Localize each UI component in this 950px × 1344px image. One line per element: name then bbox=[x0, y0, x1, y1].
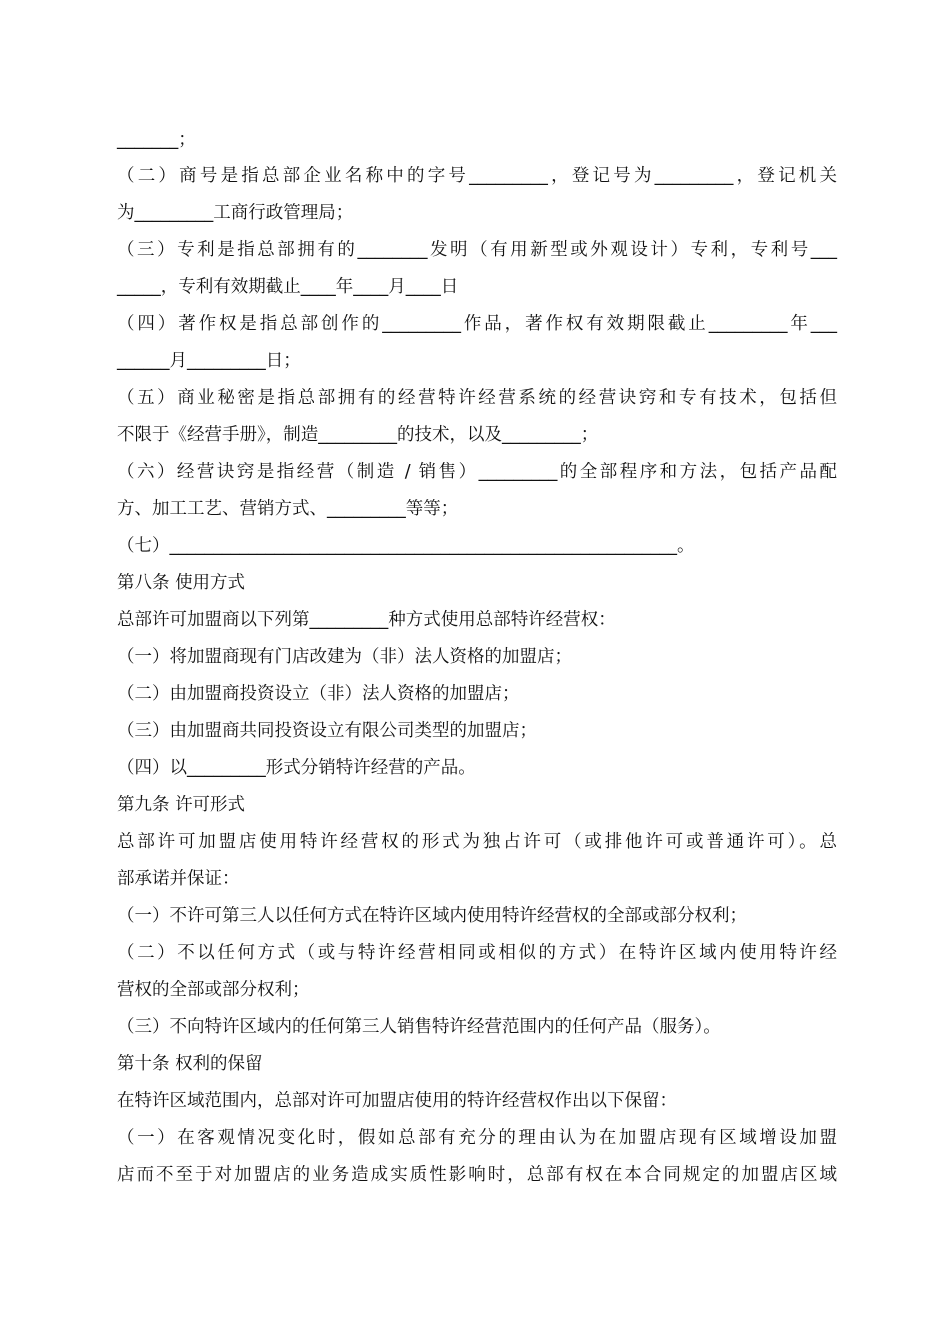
text-line: （二）不以任何方式（或与特许经营相同或相似的方式）在特许区域内使用特许经 bbox=[117, 943, 837, 963]
text-line: （五）商业秘密是指总部拥有的经营特许经营系统的经营诀窍和专有技术，包括但 bbox=[117, 388, 837, 408]
text-line: （七）__________________________________________________________。 bbox=[117, 536, 695, 556]
text-line: （三）由加盟商共同投资设立有限公司类型的加盟店； bbox=[117, 721, 537, 741]
text-line: （四）著作权是指总部创作的_________作品，著作权有效期限截止_________年___ bbox=[117, 314, 837, 334]
text-line: 在特许区域范围内，总部对许可加盟店使用的特许经营权作出以下保留： bbox=[117, 1091, 677, 1111]
text-line: 不限于《经营手册》，制造_________的技术，以及_________； bbox=[117, 425, 599, 445]
article-heading: 第十条 权利的保留 bbox=[117, 1054, 263, 1074]
text-line: （六）经营诀窍是指经营（制造 / 销售）_________的全部程序和方法，包括产品配 bbox=[117, 462, 837, 482]
text-line: _______； bbox=[117, 130, 196, 150]
text-line: （一）将加盟商现有门店改建为（非）法人资格的加盟店； bbox=[117, 647, 572, 667]
text-line: （一）不许可第三人以任何方式在特许区域内使用特许经营权的全部或部分权利； bbox=[117, 906, 747, 926]
text-line: _____，专利有效期截止____年____月____日 bbox=[117, 277, 459, 297]
text-line: ______月_________日； bbox=[117, 351, 301, 371]
article-heading: 第八条 使用方式 bbox=[117, 573, 246, 593]
text-line: 总部许可加盟店使用特许经营权的形式为独占许可（或排他许可或普通许可）。总 bbox=[117, 832, 837, 852]
text-line: （三）不向特许区域内的任何第三人销售特许经营范围内的任何产品（服务）。 bbox=[117, 1017, 721, 1037]
text-line: （三）专利是指总部拥有的________发明（有用新型或外观设计）专利，专利号___ bbox=[117, 240, 837, 260]
text-line: （四）以_________形式分销特许经营的产品。 bbox=[117, 758, 476, 778]
text-line: （二）商号是指总部企业名称中的字号_________，登记号为_________，登记机关 bbox=[117, 166, 837, 186]
article-heading: 第九条 许可形式 bbox=[117, 795, 246, 815]
text-line: 方、加工工艺、营销方式、_________等等； bbox=[117, 499, 459, 519]
text-line: （二）由加盟商投资设立（非）法人资格的加盟店； bbox=[117, 684, 520, 704]
text-line: 部承诺并保证： bbox=[117, 869, 240, 889]
text-line: 营权的全部或部分权利； bbox=[117, 980, 310, 1000]
text-line: 店而不至于对加盟店的业务造成实质性影响时，总部有权在本合同规定的加盟店区域 bbox=[117, 1165, 837, 1185]
text-line: 为_________工商行政管理局； bbox=[117, 203, 354, 223]
text-line: （一）在客观情况变化时，假如总部有充分的理由认为在加盟店现有区域增设加盟 bbox=[117, 1128, 837, 1148]
text-line: 总部许可加盟商以下列第_________种方式使用总部特许经营权： bbox=[117, 610, 616, 630]
